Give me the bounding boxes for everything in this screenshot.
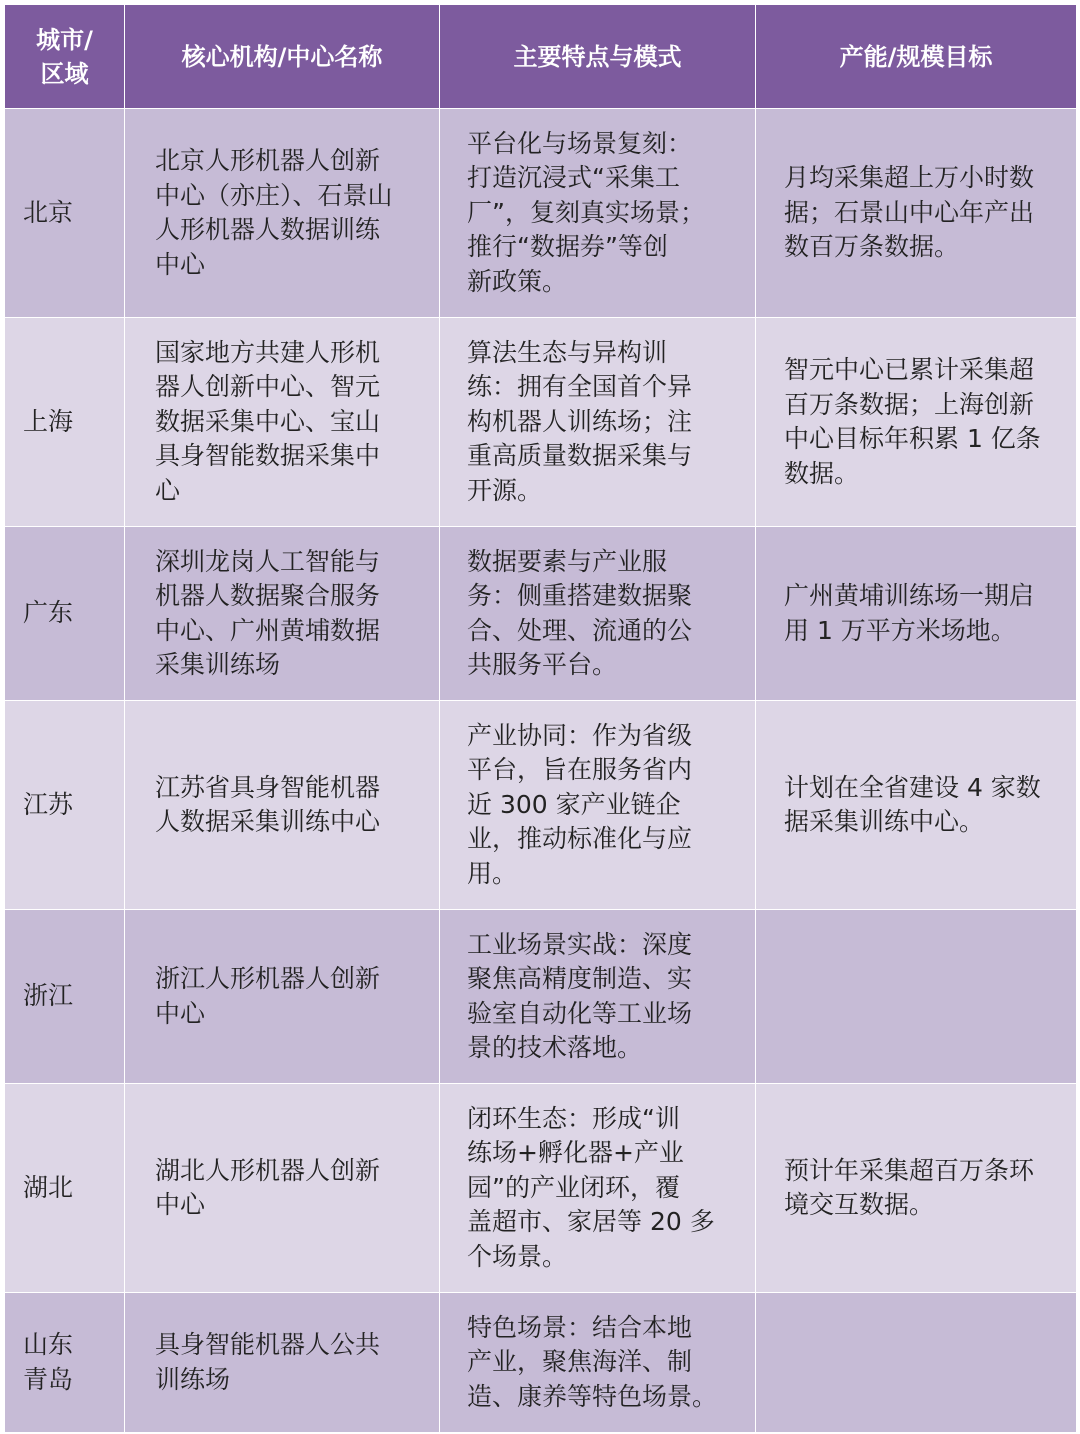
header-row: [5, 5, 1077, 109]
capacity-cell: 计划在全省建设 4 家数 据采集训练中心。: [756, 701, 1077, 910]
institution-cell: 深圳龙岗人工智能与 机器人数据聚合服务 中心、广州黄埔数据 采集训练场: [125, 527, 440, 701]
institution-cell: 湖北人形机器人创新 中心: [125, 1084, 440, 1293]
features-cell: 特色场景：结合本地 产业，聚焦海洋、制 造、康养等特色场景。: [440, 1293, 756, 1433]
header-city: 城市/ 区域: [5, 5, 125, 109]
features-cell: 数据要素与产业服 务：侧重搭建数据聚 合、处理、流通的公 共服务平台。: [440, 527, 756, 701]
header-capacity: 产能/规模目标: [756, 5, 1077, 109]
city-cell: 浙江: [5, 910, 125, 1084]
header-institution: 核心机构/中心名称: [125, 5, 440, 109]
capacity-cell: 预计年采集超百万条环 境交互数据。: [756, 1084, 1077, 1293]
city-cell: 江苏: [5, 701, 125, 910]
table-row-jiangsu: [5, 701, 1077, 910]
features-cell: 产业协同：作为省级 平台，旨在服务省内 近 300 家产业链企 业，推动标准化与应 用。: [440, 701, 756, 910]
capacity-cell: 广州黄埔训练场一期启 用 1 万平方米场地。: [756, 527, 1077, 701]
city-cell: 北京: [5, 109, 125, 318]
institution-cell: 浙江人形机器人创新 中心: [125, 910, 440, 1084]
city-cell: 山东 青岛: [5, 1293, 125, 1433]
features-cell: 平台化与场景复刻： 打造沉浸式“采集工 厂”，复刻真实场景； 推行“数据券”等创 新政策。: [440, 109, 756, 318]
features-cell: 工业场景实战：深度 聚焦高精度制造、实 验室自动化等工业场 景的技术落地。: [440, 910, 756, 1084]
table-row-beijing: [5, 109, 1077, 318]
city-cell: 广东: [5, 527, 125, 701]
table-row-shandong-qingdao: [5, 1293, 1077, 1433]
header-features: 主要特点与模式: [440, 5, 756, 109]
institution-cell: 具身智能机器人公共 训练场: [125, 1293, 440, 1433]
capacity-cell: [756, 1293, 1077, 1433]
capacity-cell: 智元中心已累计采集超 百万条数据；上海创新 中心目标年积累 1 亿条 数据。: [756, 318, 1077, 527]
table-row-shanghai: [5, 318, 1077, 527]
table-row-zhejiang: [5, 910, 1077, 1084]
capacity-cell: 月均采集超上万小时数 据；石景山中心年产出 数百万条数据。: [756, 109, 1077, 318]
institution-cell: 国家地方共建人形机 器人创新中心、智元 数据采集中心、宝山 具身智能数据采集中 心: [125, 318, 440, 527]
institution-cell: 北京人形机器人创新 中心（亦庄）、石景山 人形机器人数据训练 中心: [125, 109, 440, 318]
table-row-guangdong: [5, 527, 1077, 701]
features-cell: 闭环生态：形成“训 练场+孵化器+产业 园”的产业闭环，覆 盖超市、家居等 20 多 个场景。: [440, 1084, 756, 1293]
city-cell: 湖北: [5, 1084, 125, 1293]
table-row-hubei: [5, 1084, 1077, 1293]
regional-data-center-table: [4, 4, 1077, 1433]
features-cell: 算法生态与异构训 练：拥有全国首个异 构机器人训练场；注 重高质量数据采集与 开源。: [440, 318, 756, 527]
capacity-cell: [756, 910, 1077, 1084]
city-cell: 上海: [5, 318, 125, 527]
institution-cell: 江苏省具身智能机器 人数据采集训练中心: [125, 701, 440, 910]
